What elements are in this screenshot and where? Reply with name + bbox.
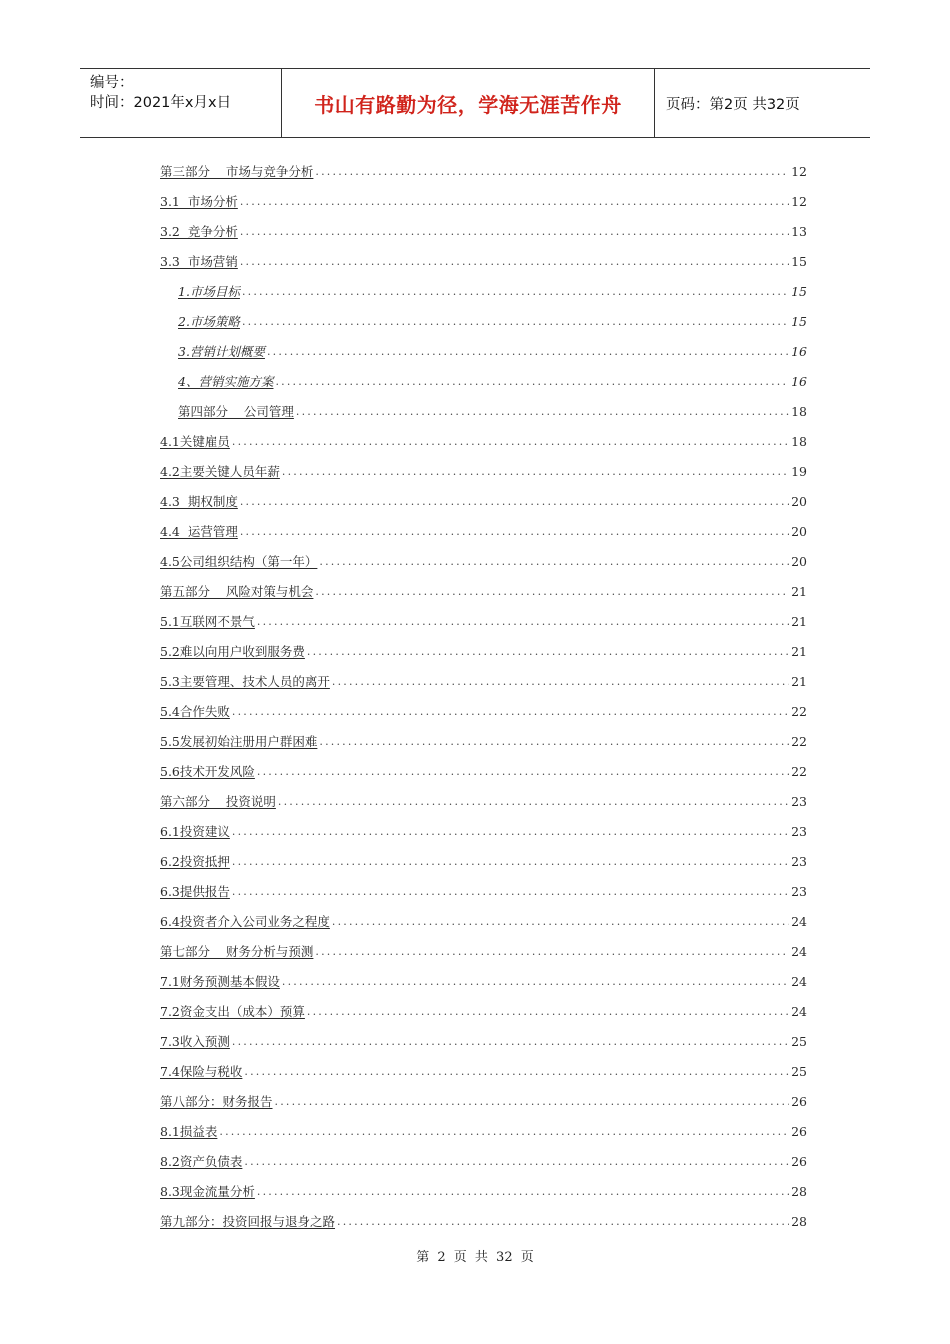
toc-entry-page-number: 24 <box>791 943 807 959</box>
toc-entry[interactable] <box>160 966 807 996</box>
toc-leader-dots <box>275 1095 789 1108</box>
toc-entry-title[interactable]: 5.1互联网不景气 <box>160 614 255 629</box>
toc-entry[interactable] <box>160 1056 807 1086</box>
toc-entry[interactable] <box>160 726 807 756</box>
toc-leader-dots <box>232 855 789 868</box>
toc-entry-title[interactable]: 第四部分 公司管理 <box>178 404 294 419</box>
toc-leader-dots <box>257 765 789 778</box>
toc-entry[interactable] <box>160 186 807 216</box>
toc-entry-title[interactable]: 1.市场目标 <box>178 284 240 299</box>
toc-entry[interactable] <box>160 546 807 576</box>
toc-entry-page-number: 28 <box>791 1213 807 1229</box>
toc-leader-dots <box>315 165 789 178</box>
toc-entry[interactable] <box>160 1116 807 1146</box>
toc-entry-page-number: 20 <box>791 523 807 539</box>
toc-entry-title[interactable]: 第三部分 市场与竞争分析 <box>160 164 314 179</box>
toc-entry-title[interactable]: 6.2投资抵押 <box>160 854 230 869</box>
toc-entry[interactable] <box>160 1206 807 1236</box>
toc-entry[interactable] <box>160 696 807 726</box>
toc-entry-page-number: 21 <box>791 643 807 659</box>
toc-leader-dots <box>337 1215 789 1228</box>
toc-leader-dots <box>240 255 789 268</box>
page-header <box>80 68 870 138</box>
toc-leader-dots <box>244 1065 789 1078</box>
toc-entry[interactable] <box>160 246 807 276</box>
toc-entry-title[interactable]: 第八部分：财务报告 <box>160 1094 273 1109</box>
toc-entry[interactable] <box>160 156 807 186</box>
toc-entry-page-number: 25 <box>791 1033 807 1049</box>
toc-entry-page-number: 21 <box>791 613 807 629</box>
toc-entry-title[interactable]: 2.市场策略 <box>178 314 240 329</box>
toc-leader-dots <box>242 285 789 298</box>
toc-entry[interactable] <box>160 216 807 246</box>
toc-entry[interactable] <box>160 816 807 846</box>
toc-leader-dots <box>244 1155 789 1168</box>
toc-entry[interactable] <box>160 786 807 816</box>
toc-leader-dots <box>240 495 789 508</box>
toc-leader-dots <box>307 1005 789 1018</box>
toc-entry[interactable] <box>160 486 807 516</box>
toc-entry-title[interactable]: 5.3主要管理、技术人员的离开 <box>160 674 330 689</box>
toc-entry-page-number: 24 <box>791 973 807 989</box>
toc-entry[interactable] <box>160 996 807 1026</box>
toc-entry-page-number: 26 <box>791 1153 807 1169</box>
toc-entry-title[interactable]: 3.2 竞争分析 <box>160 224 238 239</box>
toc-leader-dots <box>275 375 789 388</box>
toc-entry-page-number: 18 <box>791 433 807 449</box>
toc-entry-page-number: 20 <box>791 553 807 569</box>
toc-entry[interactable] <box>160 1146 807 1176</box>
toc-entry-title[interactable]: 第五部分 风险对策与机会 <box>160 584 314 599</box>
toc-entry[interactable] <box>160 1176 807 1206</box>
toc-entry-title[interactable]: 8.1损益表 <box>160 1124 218 1139</box>
toc-entry-title[interactable]: 7.4保险与税收 <box>160 1064 243 1079</box>
toc-leader-dots <box>232 885 789 898</box>
toc-entry[interactable] <box>160 1086 807 1116</box>
toc-entry-page-number: 23 <box>791 883 807 899</box>
toc-leader-dots <box>282 465 789 478</box>
toc-entry-title[interactable]: 7.3收入预测 <box>160 1034 230 1049</box>
toc-entry[interactable] <box>160 396 807 426</box>
toc-leader-dots <box>332 915 789 928</box>
toc-entry-title[interactable]: 6.1投资建议 <box>160 824 230 839</box>
header-page-info: 页码：第2页 共32页 <box>666 96 800 113</box>
toc-entry[interactable] <box>160 306 807 336</box>
toc-leader-dots <box>232 435 789 448</box>
toc-entry[interactable] <box>160 276 807 306</box>
toc-leader-dots <box>296 405 789 418</box>
toc-entry-title[interactable]: 第七部分 财务分析与预测 <box>160 944 314 959</box>
toc-entry-page-number: 18 <box>791 403 807 419</box>
toc-entry[interactable] <box>160 336 807 366</box>
toc-entry-page-number: 20 <box>791 493 807 509</box>
toc-entry-page-number: 21 <box>791 673 807 689</box>
toc-entry-page-number: 22 <box>791 733 807 749</box>
toc-entry[interactable] <box>160 666 807 696</box>
toc-entry-page-number: 15 <box>791 283 807 299</box>
toc-leader-dots <box>332 675 789 688</box>
doc-number-label: 编号： <box>90 75 134 91</box>
date-label: 时间：2021年x月x日 <box>90 95 232 111</box>
header-meta <box>80 69 282 137</box>
toc-leader-dots <box>319 555 789 568</box>
toc-entry-title[interactable]: 5.6技术开发风险 <box>160 764 255 779</box>
toc-entry-page-number: 16 <box>791 343 807 359</box>
toc-entry-page-number: 13 <box>791 223 807 239</box>
toc-entry-page-number: 16 <box>791 373 807 389</box>
toc-entry-page-number: 22 <box>791 703 807 719</box>
toc-entry-title[interactable]: 4.1关键雇员 <box>160 434 230 449</box>
toc-entry-title[interactable]: 4.3 期权制度 <box>160 494 238 509</box>
header-slogan: 书山有路勤为径，学海无涯苦作舟 <box>282 69 655 137</box>
toc-entry-page-number: 26 <box>791 1093 807 1109</box>
toc-entry-title[interactable]: 6.3提供报告 <box>160 884 230 899</box>
toc-leader-dots <box>282 975 789 988</box>
toc-leader-dots <box>242 315 789 328</box>
toc-leader-dots <box>232 825 789 838</box>
toc-entry-page-number: 25 <box>791 1063 807 1079</box>
toc-entry[interactable] <box>160 426 807 456</box>
toc-entry-title[interactable]: 5.2难以向用户收到服务费 <box>160 644 305 659</box>
toc-entry[interactable] <box>160 1026 807 1056</box>
toc-entry-title[interactable]: 6.4投资者介入公司业务之程度 <box>160 914 330 929</box>
toc-entry-title[interactable]: 8.3现金流量分析 <box>160 1184 255 1199</box>
toc-leader-dots <box>240 225 789 238</box>
toc-leader-dots <box>257 615 789 628</box>
toc-entry-page-number: 15 <box>791 313 807 329</box>
toc-entry-title[interactable]: 4.5公司组织结构（第一年） <box>160 554 318 569</box>
toc-entry[interactable] <box>160 636 807 666</box>
toc-entry-page-number: 12 <box>791 163 807 179</box>
toc-leader-dots <box>267 345 789 358</box>
toc-entry-page-number: 19 <box>791 463 807 479</box>
toc-entry-title[interactable]: 4.2主要关键人员年薪 <box>160 464 280 479</box>
toc-entry[interactable] <box>160 516 807 546</box>
toc-leader-dots <box>257 1185 789 1198</box>
toc-entry-title[interactable]: 第九部分：投资回报与退身之路 <box>160 1214 336 1229</box>
toc-leader-dots <box>232 705 789 718</box>
toc-entry-title[interactable]: 第六部分 投资说明 <box>160 794 276 809</box>
toc-leader-dots <box>240 195 789 208</box>
toc-entry-title[interactable]: 4.4 运营管理 <box>160 524 238 539</box>
toc-entry-page-number: 28 <box>791 1183 807 1199</box>
toc-entry-page-number: 26 <box>791 1123 807 1139</box>
toc-entry-page-number: 23 <box>791 823 807 839</box>
toc-leader-dots <box>315 585 789 598</box>
toc-entry-page-number: 23 <box>791 853 807 869</box>
toc-leader-dots <box>240 525 789 538</box>
toc-entry-title[interactable]: 5.5发展初始注册用户群困难 <box>160 734 318 749</box>
toc-entry[interactable] <box>160 756 807 786</box>
toc-entry[interactable] <box>160 876 807 906</box>
toc-entry[interactable] <box>160 906 807 936</box>
toc-entry-page-number: 24 <box>791 913 807 929</box>
toc-leader-dots <box>232 1035 789 1048</box>
toc-leader-dots <box>307 645 789 658</box>
toc-leader-dots <box>278 795 789 808</box>
toc-entry-page-number: 23 <box>791 793 807 809</box>
toc-entry[interactable] <box>160 576 807 606</box>
toc-entry[interactable] <box>160 366 807 396</box>
page-footer: 第 2 页 共 32 页 <box>416 1250 534 1265</box>
toc-entry[interactable] <box>160 846 807 876</box>
toc-entry-title[interactable]: 7.1财务预测基本假设 <box>160 974 280 989</box>
toc-entry-title[interactable]: 7.2资金支出（成本）预算 <box>160 1004 305 1019</box>
toc-entry-title[interactable]: 4、营销实施方案 <box>178 374 274 389</box>
toc-entry-page-number: 15 <box>791 253 807 269</box>
toc-entry-title[interactable]: 3.1 市场分析 <box>160 194 238 209</box>
toc-entry[interactable] <box>160 936 807 966</box>
toc-entry-page-number: 21 <box>791 583 807 599</box>
toc-entry-title[interactable]: 3.3 市场营销 <box>160 254 238 269</box>
toc-leader-dots <box>319 735 789 748</box>
toc-leader-dots <box>315 945 789 958</box>
toc-entry-title[interactable]: 8.2资产负债表 <box>160 1154 243 1169</box>
toc-entry-title[interactable]: 5.4合作失败 <box>160 704 230 719</box>
toc-leader-dots <box>219 1125 789 1138</box>
toc-entry[interactable] <box>160 606 807 636</box>
toc-entry[interactable] <box>160 456 807 486</box>
toc-entry-title[interactable]: 3.营销计划概要 <box>178 344 265 359</box>
toc-entry-page-number: 24 <box>791 1003 807 1019</box>
table-of-contents <box>160 156 807 1236</box>
toc-entry-page-number: 12 <box>791 193 807 209</box>
toc-entry-page-number: 22 <box>791 763 807 779</box>
